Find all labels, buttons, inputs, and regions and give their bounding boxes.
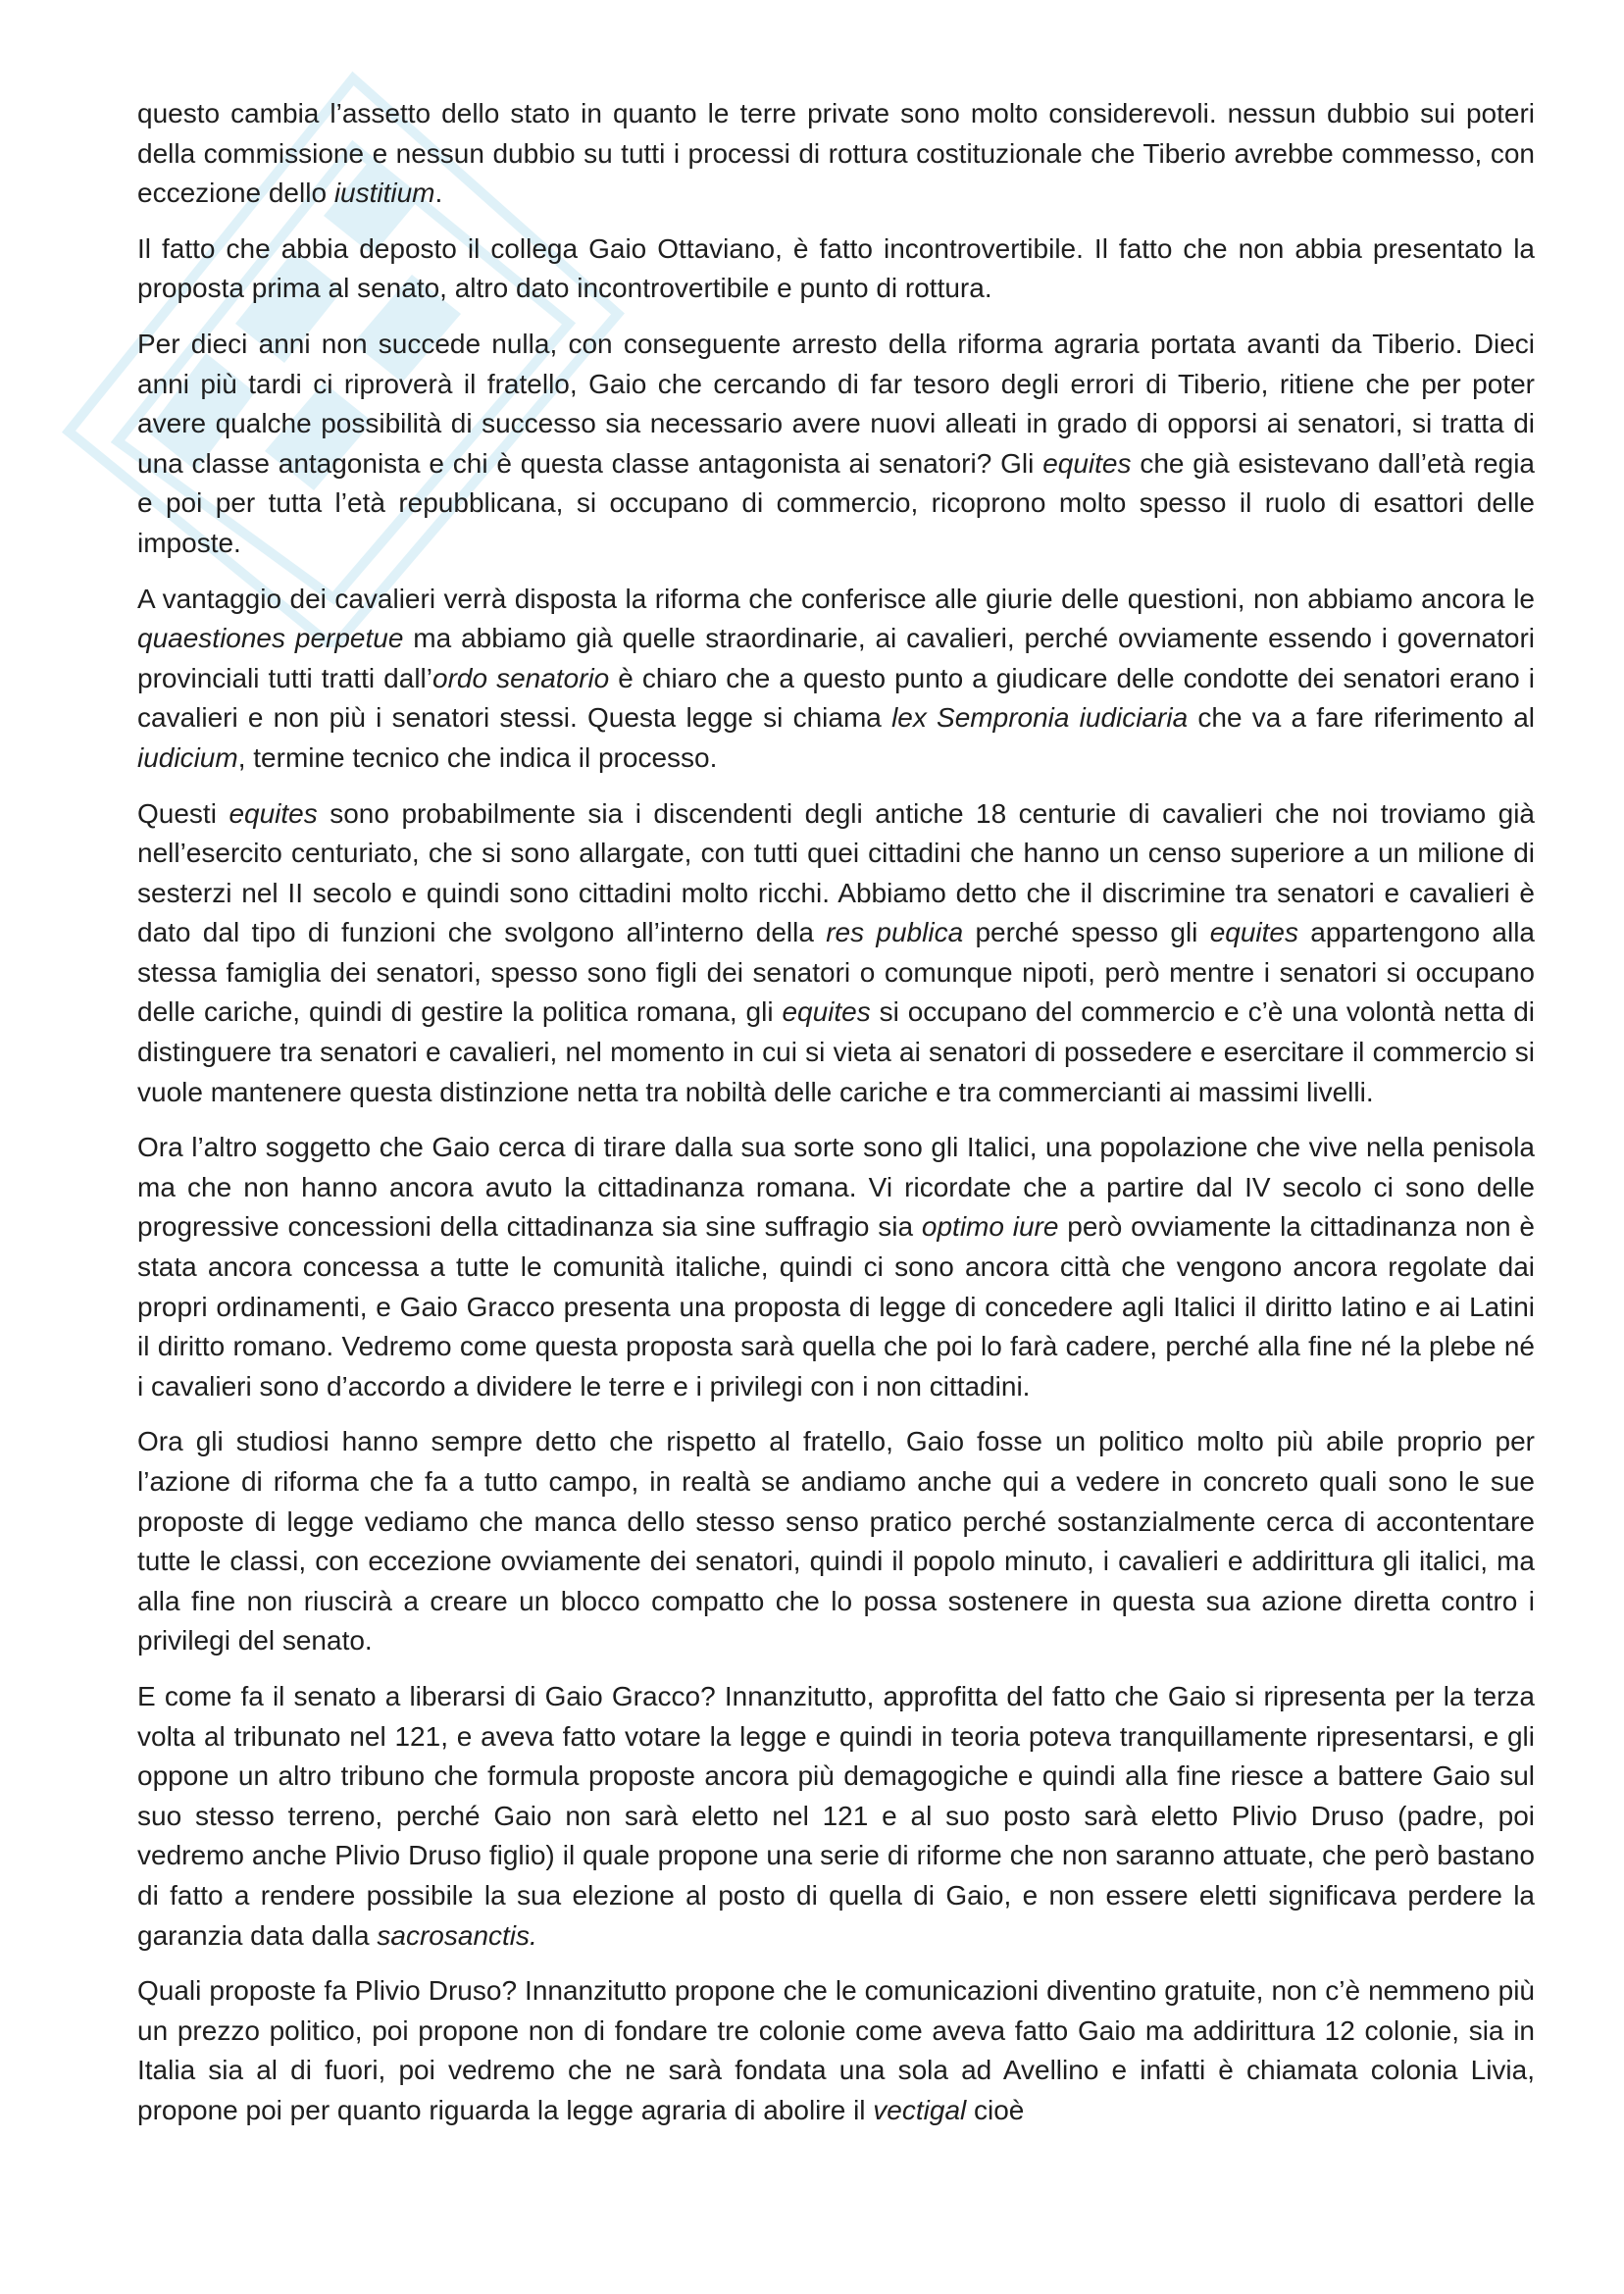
paragraph bbox=[137, 325, 1535, 564]
text-run: Ora l’altro soggetto che Gaio cerca di tirare dalla sua sorte sono gli Italici, una popolazione che vive nella penisola ma che non hanno ancora avuto la cittadinanza romana. Vi ricordate che a partire dal IV secolo ci sono delle progressive concessioni della cittadinanza sia sine suffragio sia bbox=[137, 1132, 1535, 1243]
text-run: , termine tecnico che indica il processo. bbox=[237, 741, 718, 773]
paragraph bbox=[137, 794, 1535, 1113]
text-run: appartengono alla stessa famiglia dei senatori, spesso sono figli dei senatori o comunque nipoti, però mentre i senatori si occupano delle cariche, quindi di gestire la politica romana, gli bbox=[137, 917, 1535, 1028]
text-run: E come fa il senato a liberarsi di Gaio Gracco? Innanzitutto, approfitta del fatto che Gaio si ripresenta per la terza volta al tribunato nel 121, e aveva fatto votare la legge e quindi in teoria poteva tranquillamente ripresentarsi, e gli oppone un altro tribuno che formula proposte ancora più demagogiche e quindi alla fine riesce a battere Gaio sul suo stesso terreno, perché Gaio non sarà eletto nel 121 e al suo posto sarà eletto Plivio Druso (padre, poi vedremo anche Plivio Druso figlio) il quale propone una serie di riforme che non saranno attuate, che però bastano di fatto a rendere possibile la sua elezione al posto di quella di Gaio, e non essere eletti significava perdere la garanzia data dalla bbox=[137, 1680, 1535, 1951]
italic-term: iustitium bbox=[333, 178, 435, 209]
text-run: sono probabilmente sia i discendenti degli antiche 18 centurie di cavalieri che noi troviamo già nell’esercito centuriato, che si sono allargate, con tutti quei cittadini che hanno un censo superiore a un milione di sesterzi nel II secolo e quindi sono cittadini molto ricchi. Abbiamo detto che il discrimine tra senatori e cavalieri è dato dal tipo di funzioni che svolgono all’interno della bbox=[137, 797, 1536, 948]
paragraph bbox=[137, 1422, 1535, 1661]
text-run: A vantaggio dei cavalieri verrà disposta la riforma che conferisce alle giurie delle questioni, non abbiamo ancora le bbox=[137, 583, 1535, 614]
text-run: Quali proposte fa Plivio Druso? Innanzitutto propone che le comunicazioni diventino gratuite, non c’è nemmeno più un prezzo politico, poi propone non di fondare tre colonie come aveva fatto Gaio ma addirittura 12 colonie, sia in Italia sia al di fuori, poi vedremo che ne sarà fondata una sola ad Avellino e infatti è chiamata colonia Livia, propone poi per quanto riguarda la legge agraria di abolire il bbox=[137, 1975, 1535, 2125]
text-run: Per dieci anni non succede nulla, con conseguente arresto della riforma agraria portata avanti da Tiberio. Dieci anni più tardi ci riproverà il fratello, Gaio che cercando di far tesoro degli errori di Tiberio, ritiene che per poter avere qualche possibilità di successo sia necessario avere nuovi alleati in grado di opporsi ai senatori, si tratta di una classe antagonista e chi è questa classe antagonista ai senatori? Gli bbox=[137, 328, 1535, 479]
paragraph bbox=[137, 229, 1535, 309]
italic-term: equites bbox=[1209, 917, 1298, 948]
paragraph bbox=[137, 580, 1535, 779]
italic-term: equites bbox=[228, 797, 318, 829]
italic-term: equites bbox=[1042, 447, 1132, 479]
italic-term: sacrosanctis. bbox=[377, 1919, 537, 1951]
text-run: perché spesso gli bbox=[963, 917, 1210, 948]
italic-term: ordo senatorio bbox=[432, 662, 610, 693]
paragraph bbox=[137, 94, 1535, 214]
italic-term: equites bbox=[782, 996, 871, 1028]
italic-term: lex Sempronia iudiciaria bbox=[891, 702, 1189, 734]
document-body bbox=[137, 94, 1535, 2147]
text-run: . bbox=[434, 178, 443, 209]
text-run: però ovviamente la cittadinanza non è stata ancora concessa a tutte le comunità italiche, quindi ci sono ancora città che vengono ancora regolate dai propri ordinamenti, e Gaio Gracco presenta una proposta di legge di concedere agli Italici il diritto latino e ai Latini il diritto romano. Vedremo come questa proposta sarà quella che poi lo farà cadere, perché alla fine né la plebe né i cavalieri sono d’accordo a dividere le terre e i privilegi con i non cittadini. bbox=[137, 1211, 1535, 1402]
italic-term: res publica bbox=[826, 917, 964, 948]
paragraph bbox=[137, 1128, 1535, 1406]
text-run: Ora gli studiosi hanno sempre detto che rispetto al fratello, Gaio fosse un politico molto più abile proprio per l’azione di riforma che fa a tutto campo, in realtà se andiamo anche qui a vedere in concreto quali sono le sue proposte di legge vediamo che manca dello stesso senso pratico perché sostanzialmente cerca di accontentare tutte le classi, con eccezione ovviamente dei senatori, quindi il popolo minuto, i cavalieri e addirittura gli italici, ma alla fine non riuscirà a creare un blocco compatto che lo possa sostenere in questa sua azione diretta contro i privilegi del senato. bbox=[137, 1426, 1535, 1657]
text-run: si occupano del commercio e c’è una volontà netta di distinguere tra senatori e cavalieri, nel momento in cui si vieta ai senatori di possedere e esercitare il commercio si vuole mantenere questa distinzione netta tra nobiltà delle cariche e tra commercianti ai massimi livelli. bbox=[137, 996, 1535, 1107]
text-run: è chiaro che a questo punto a giudicare delle condotte dei senatori erano i cavalieri e non più i senatori stessi. Questa legge si chiama bbox=[137, 662, 1536, 734]
italic-term: iudicium bbox=[137, 741, 238, 773]
italic-term: vectigal bbox=[873, 2094, 967, 2125]
italic-term: quaestiones perpetue bbox=[137, 623, 404, 654]
text-run: ma abbiamo già quelle straordinarie, ai cavalieri, perché ovviamente essendo i governatori provinciali tutti tratti dall’ bbox=[137, 623, 1535, 693]
text-run: Il fatto che abbia deposto il collega Gaio Ottaviano, è fatto incontrovertibile. Il fatto che non abbia presentato la proposta prima al senato, altro dato incontrovertibile e punto di rottura. bbox=[137, 232, 1535, 304]
paragraph bbox=[137, 1677, 1535, 1956]
italic-term: optimo iure bbox=[921, 1211, 1059, 1243]
paragraph bbox=[137, 1971, 1535, 2130]
text-run: cioè bbox=[966, 2094, 1025, 2125]
text-run: che già esistevano dall’età regia e poi per tutta l’età repubblicana, si occupano di commercio, ricoprono molto spesso il ruolo di esattori delle imposte. bbox=[137, 447, 1535, 558]
text-run: questo cambia l’assetto dello stato in quanto le terre private sono molto considerevoli. nessun dubbio sui poteri della commissione e nessun dubbio su tutti i processi di rottura costituzionale che Tiberio avrebbe commesso, con eccezione dello bbox=[137, 98, 1535, 209]
text-run: che va a fare riferimento al bbox=[1188, 702, 1535, 734]
text-run: Questi bbox=[137, 797, 229, 829]
